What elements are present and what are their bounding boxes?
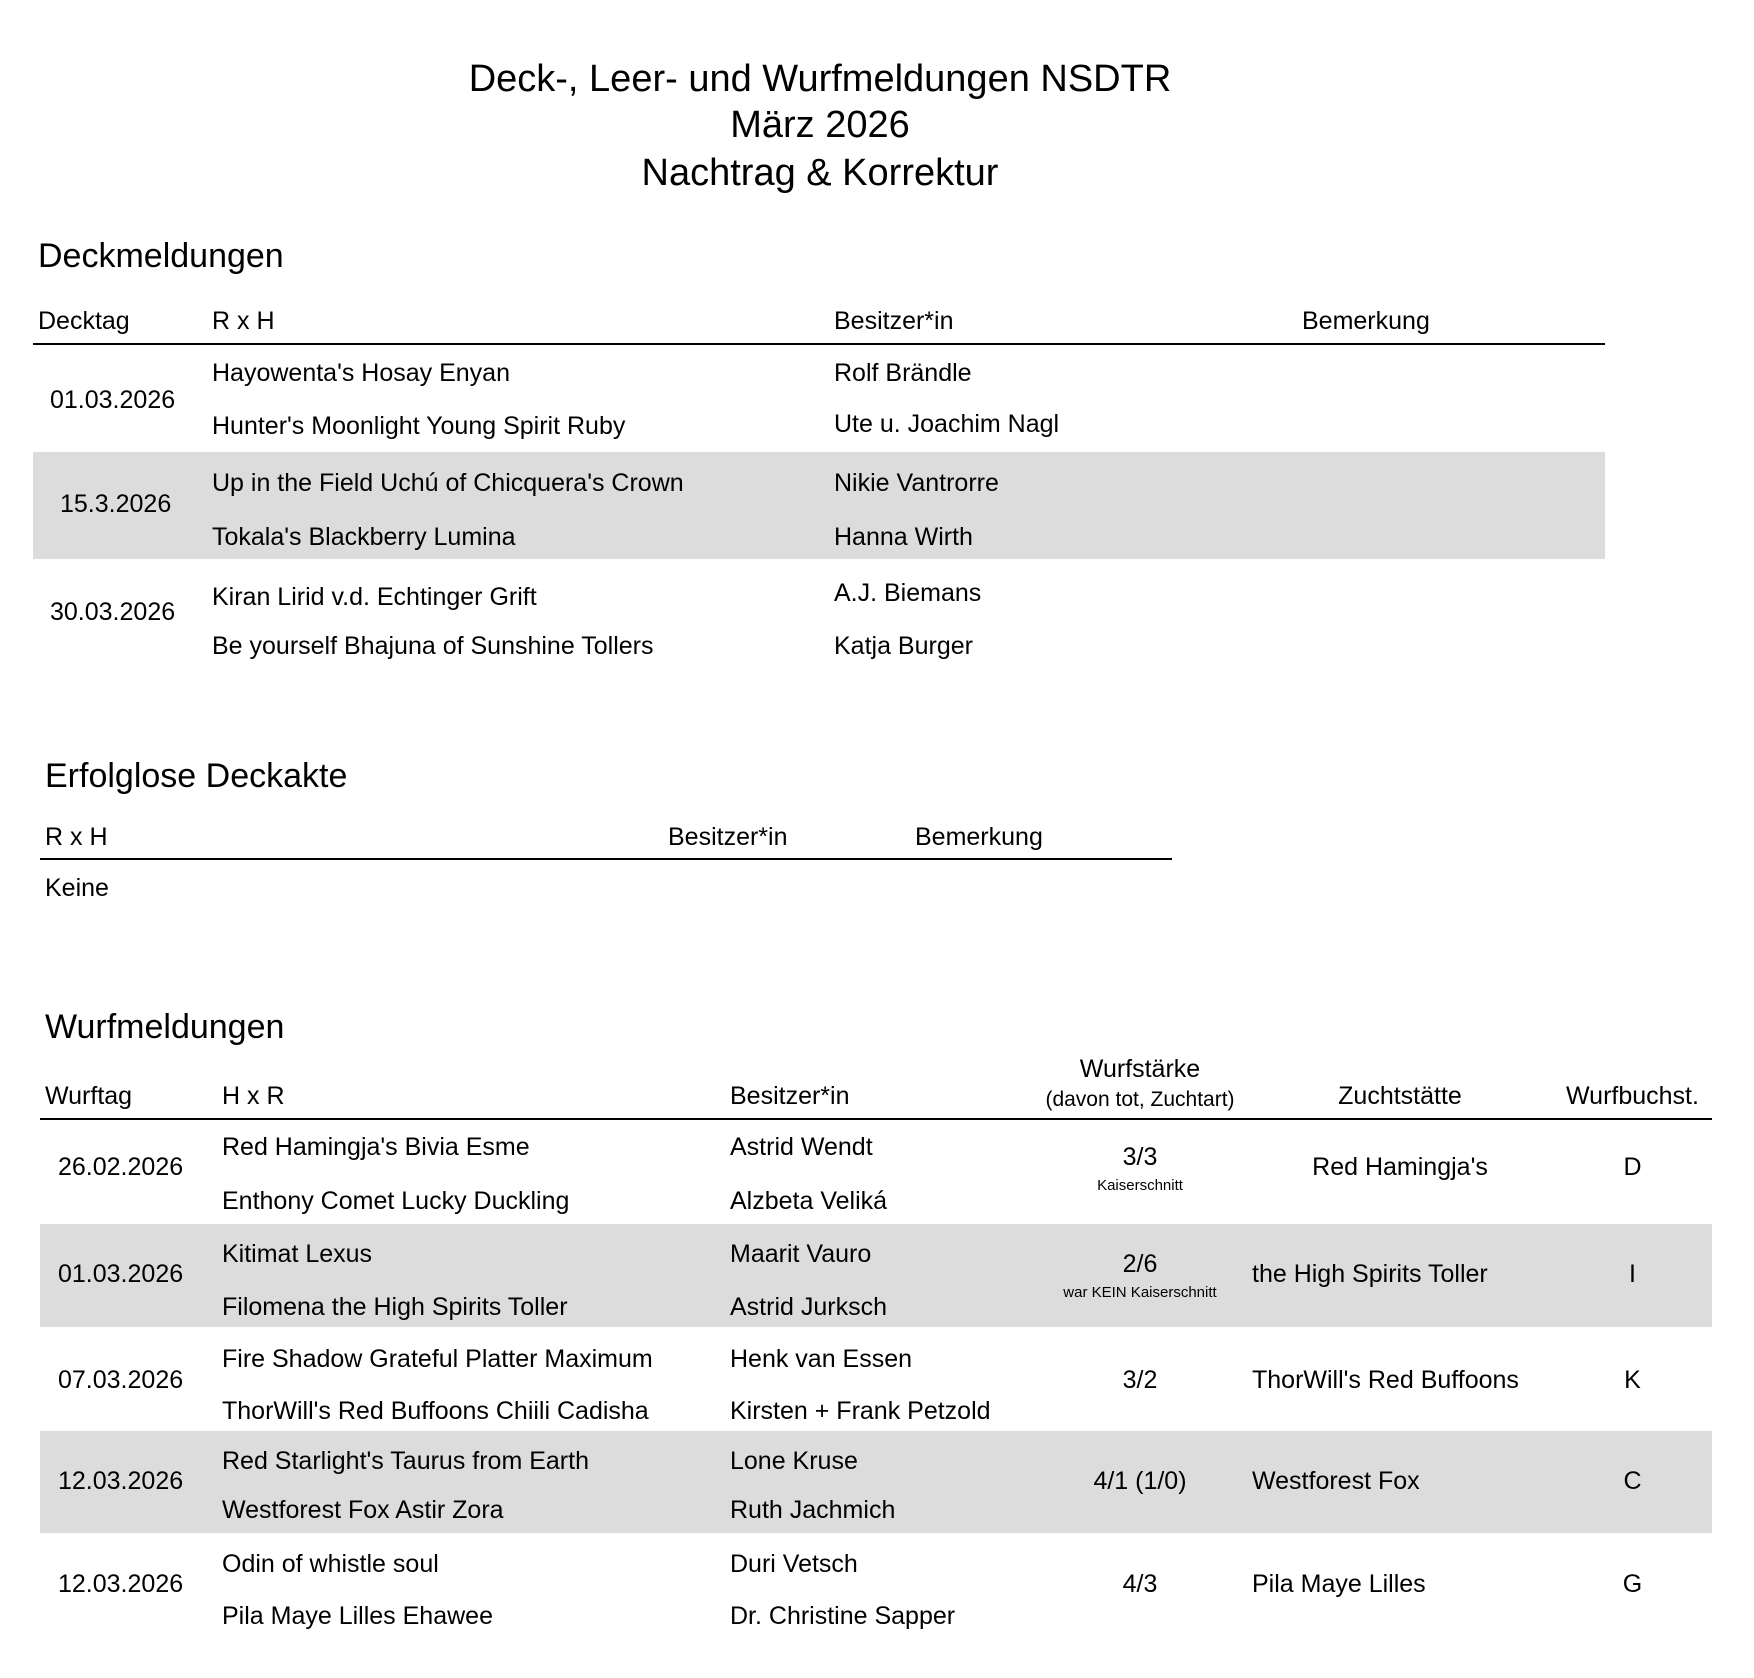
litter-row-owner-2: Dr. Christine Sapper [730,1602,956,1630]
litter-row-kennel: Westforest Fox [1252,1467,1420,1495]
litter-row-male: Filomena the High Spirits Toller [222,1293,568,1321]
deck-header-owner: Besitzer*in [834,307,954,335]
litter-row-owner-2: Alzbeta Veliká [730,1187,888,1215]
litters-heading: Wurfmeldungen [45,1008,285,1046]
litters-header-date: Wurftag [45,1082,133,1110]
litter-row-female: Fire Shadow Grateful Platter Maximum [222,1345,653,1373]
litter-row-female: Odin of whistle soul [222,1550,439,1578]
deck-row-male: Kiran Lirid v.d. Echtinger Grift [212,583,537,611]
deck-row-date: 15.3.2026 [60,490,172,518]
deck-row-male: Up in the Field Uchú of Chicquera's Crown [212,469,684,497]
litter-row-kennel: the High Spirits Toller [1252,1260,1488,1288]
litter-row-size: 2/6 [1122,1250,1158,1278]
failed-header-owner: Besitzer*in [668,823,788,851]
litter-row-male: Westforest Fox Astir Zora [222,1496,504,1524]
litter-row-size-note: war KEIN Kaiserschnitt [1063,1284,1217,1301]
litter-row-letter: D [1623,1153,1642,1181]
litter-row-owner-1: Duri Vetsch [730,1550,858,1578]
litter-row-date: 12.03.2026 [58,1570,184,1598]
deck-row-date: 01.03.2026 [50,386,176,414]
litter-row-male: Enthony Comet Lucky Duckling [222,1187,570,1215]
litter-row-size: 4/3 [1122,1570,1158,1598]
deck-row-female: Be yourself Bhajuna of Sunshine Tollers [212,632,654,660]
litters-header-kennel: Zuchtstätte [1338,1082,1462,1110]
litter-row-date: 01.03.2026 [58,1260,184,1288]
litter-row-owner-2: Ruth Jachmich [730,1496,896,1524]
page-title-line-1: Deck-, Leer- und Wurfmeldungen NSDTR [468,58,1172,100]
deck-header-note: Bemerkung [1302,307,1430,335]
failed-heading: Erfolglose Deckakte [45,757,348,795]
litter-row-owner-1: Maarit Vauro [730,1240,872,1268]
litter-row-male: ThorWill's Red Buffoons Chiili Cadisha [222,1397,649,1425]
deck-row-owner-1: Rolf Brändle [834,359,972,387]
litter-row-kennel: ThorWill's Red Buffoons [1252,1366,1519,1394]
litter-row-male: Pila Maye Lilles Ehawee [222,1602,493,1630]
litter-row-owner-1: Lone Kruse [730,1447,858,1475]
deck-row-owner-2: Katja Burger [834,632,973,660]
failed-header-rule [40,858,1172,860]
litter-row-female: Red Hamingja's Bivia Esme [222,1133,530,1161]
litter-row-letter: K [1624,1366,1641,1394]
litter-row-kennel: Pila Maye Lilles [1252,1570,1426,1598]
failed-header-pair: R x H [45,823,108,851]
deck-heading: Deckmeldungen [38,237,284,275]
litter-row-size: 3/3 [1122,1143,1158,1171]
deck-row-owner-1: A.J. Biemans [834,579,982,607]
litter-row-letter: C [1623,1467,1642,1495]
litter-row-date: 26.02.2026 [58,1153,184,1181]
litter-row-letter: G [1622,1570,1643,1598]
litter-row-female: Kitimat Lexus [222,1240,373,1268]
litters-header-size-sub: (davon tot, Zuchtart) [1045,1088,1235,1111]
deck-row-date: 30.03.2026 [50,598,176,626]
litter-row-kennel: Red Hamingja's [1312,1153,1488,1181]
deck-row-female: Tokala's Blackberry Lumina [212,523,516,551]
page-title-line-2: März 2026 [730,104,910,146]
litter-row-size-note: Kaiserschnitt [1097,1177,1183,1194]
litters-header-size: Wurfstärke [1079,1055,1201,1083]
litter-row-date: 12.03.2026 [58,1467,184,1495]
litter-row-size: 3/2 [1122,1366,1158,1394]
deck-row-male: Hayowenta's Hosay Enyan [212,359,510,387]
litter-row-owner-1: Henk van Essen [730,1345,913,1373]
litters-header-owner: Besitzer*in [730,1082,850,1110]
failed-header-note: Bemerkung [915,823,1043,851]
litter-row-female: Red Starlight's Taurus from Earth [222,1447,589,1475]
deck-row-owner-2: Hanna Wirth [834,523,973,551]
litter-row-date: 07.03.2026 [58,1366,184,1394]
page-title-line-3: Nachtrag & Korrektur [641,152,999,194]
deck-header-rule [33,343,1605,345]
failed-none: Keine [45,874,109,902]
litter-row-owner-2: Astrid Jurksch [730,1293,887,1321]
litter-row-owner-2: Kirsten + Frank Petzold [730,1397,991,1425]
litter-row-size: 4/1 (1/0) [1093,1467,1187,1495]
litter-row-owner-1: Astrid Wendt [730,1133,873,1161]
litters-header-pair: H x R [222,1082,285,1110]
litters-header-rule [40,1118,1712,1120]
litter-row-letter: I [1629,1260,1636,1288]
deck-header-date: Decktag [38,307,130,335]
deck-header-pair: R x H [212,307,275,335]
deck-row-owner-2: Ute u. Joachim Nagl [834,410,1060,438]
deck-row-owner-1: Nikie Vantrorre [834,469,999,497]
deck-row-female: Hunter's Moonlight Young Spirit Ruby [212,412,626,440]
litters-header-letter: Wurfbuchst. [1566,1082,1699,1110]
